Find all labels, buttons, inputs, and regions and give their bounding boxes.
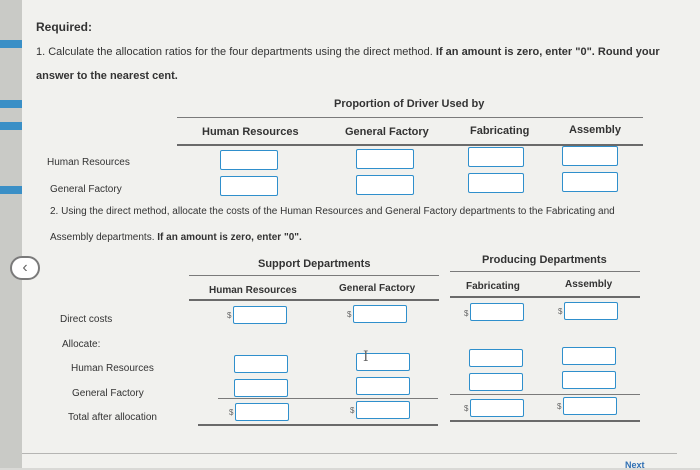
row-allocate: Allocate: — [62, 339, 101, 350]
alloc-gf-asm-input[interactable] — [562, 371, 616, 389]
row-label-human-resources: Human Resources — [47, 157, 130, 168]
question-2-text-continued — [50, 232, 302, 243]
proportion-group-header: Proportion of Driver Used by — [334, 98, 485, 110]
strip-mark — [0, 186, 22, 194]
col-human-resources: Human Resources — [202, 126, 299, 138]
left-side-strip — [0, 0, 22, 468]
text-cursor-icon: I — [363, 349, 369, 365]
direct-costs-gf-input[interactable] — [353, 305, 407, 323]
alloc-gf-hr-input[interactable] — [234, 379, 288, 397]
ratio-hr-asm-input[interactable] — [562, 146, 618, 166]
alloc-hr-asm-input[interactable] — [562, 347, 616, 365]
subtotal-rule-support — [218, 398, 438, 399]
row-allocate-general-factory: General Factory — [72, 388, 144, 399]
question-2-note: If an amount is zero, enter "0". — [154, 232, 302, 243]
alloc-hr-hr-input[interactable] — [234, 355, 288, 373]
currency-symbol: $ — [464, 309, 469, 318]
bottom-divider — [22, 453, 677, 454]
direct-costs-hr-input[interactable] — [233, 306, 287, 324]
col-fabricating: Fabricating — [470, 125, 530, 137]
currency-symbol: $ — [229, 408, 234, 417]
support-departments-header: Support Departments — [258, 258, 371, 270]
support-col-rule — [189, 299, 439, 301]
currency-symbol: $ — [350, 406, 355, 415]
producing-departments-header: Producing Departments — [482, 254, 607, 266]
currency-symbol: $ — [558, 307, 563, 316]
row-total-after-allocation: Total after allocation — [68, 412, 157, 423]
currency-symbol: $ — [347, 310, 352, 319]
ratio-gf-gf-input[interactable] — [356, 175, 414, 195]
next-button[interactable]: Next — [625, 460, 645, 470]
col2-fabricating: Fabricating — [466, 281, 520, 292]
ratio-hr-gf-input[interactable] — [356, 149, 414, 169]
col2-assembly: Assembly — [565, 279, 613, 290]
ratio-hr-fab-input[interactable] — [468, 147, 524, 167]
ratio-gf-asm-input[interactable] — [562, 172, 618, 192]
total-gf-input[interactable] — [356, 401, 410, 419]
header-rule — [177, 117, 643, 118]
alloc-hr-fab-input[interactable] — [469, 349, 523, 367]
producing-header-rule — [450, 271, 640, 272]
strip-mark — [0, 122, 22, 130]
alloc-gf-gf-input[interactable] — [356, 377, 410, 395]
producing-col-rule — [450, 296, 640, 298]
question-2-instruction: Assembly departments. — [50, 232, 155, 243]
col-assembly: Assembly — [569, 124, 621, 136]
subtotal-rule-producing — [450, 394, 640, 395]
ratio-gf-hr-input[interactable] — [220, 176, 278, 196]
direct-costs-asm-input[interactable] — [564, 302, 618, 320]
alloc-gf-fab-input[interactable] — [469, 373, 523, 391]
question-1-text — [36, 46, 660, 58]
support-header-rule — [189, 275, 439, 276]
ratio-gf-fab-input[interactable] — [468, 173, 524, 193]
chevron-left-icon: ‹ — [22, 259, 28, 276]
question-1-note: If an amount is zero, enter "0". Round your — [432, 46, 660, 58]
row-direct-costs: Direct costs — [60, 314, 113, 325]
direct-costs-fab-input[interactable] — [470, 303, 524, 321]
required-heading: Required: — [36, 20, 93, 34]
strip-mark — [0, 100, 22, 108]
row-allocate-human-resources: Human Resources — [71, 363, 154, 374]
back-button[interactable] — [10, 256, 40, 280]
question-1-instruction: 1. Calculate the allocation ratios for the four departments using the direct method. — [36, 46, 433, 58]
total-fab-input[interactable] — [470, 399, 524, 417]
currency-symbol: $ — [464, 404, 469, 413]
strip-mark — [0, 40, 22, 48]
question-1-text-continued: answer to the nearest cent. — [36, 70, 178, 82]
currency-symbol: $ — [557, 402, 562, 411]
col2-general-factory: General Factory — [339, 283, 416, 294]
ratio-hr-hr-input[interactable] — [220, 150, 278, 170]
row-label-general-factory: General Factory — [50, 184, 122, 195]
question-page — [22, 0, 700, 468]
col-general-factory: General Factory — [345, 126, 429, 138]
total-asm-input[interactable] — [563, 397, 617, 415]
col2-human-resources: Human Resources — [209, 285, 297, 296]
total-double-rule-support — [198, 424, 438, 426]
total-hr-input[interactable] — [235, 403, 289, 421]
currency-symbol: $ — [227, 311, 232, 320]
question-2-text: 2. Using the direct method, allocate the costs of the Human Resources and General Factory departments to the Fabricating and — [50, 206, 615, 217]
total-double-rule-producing — [450, 420, 640, 422]
